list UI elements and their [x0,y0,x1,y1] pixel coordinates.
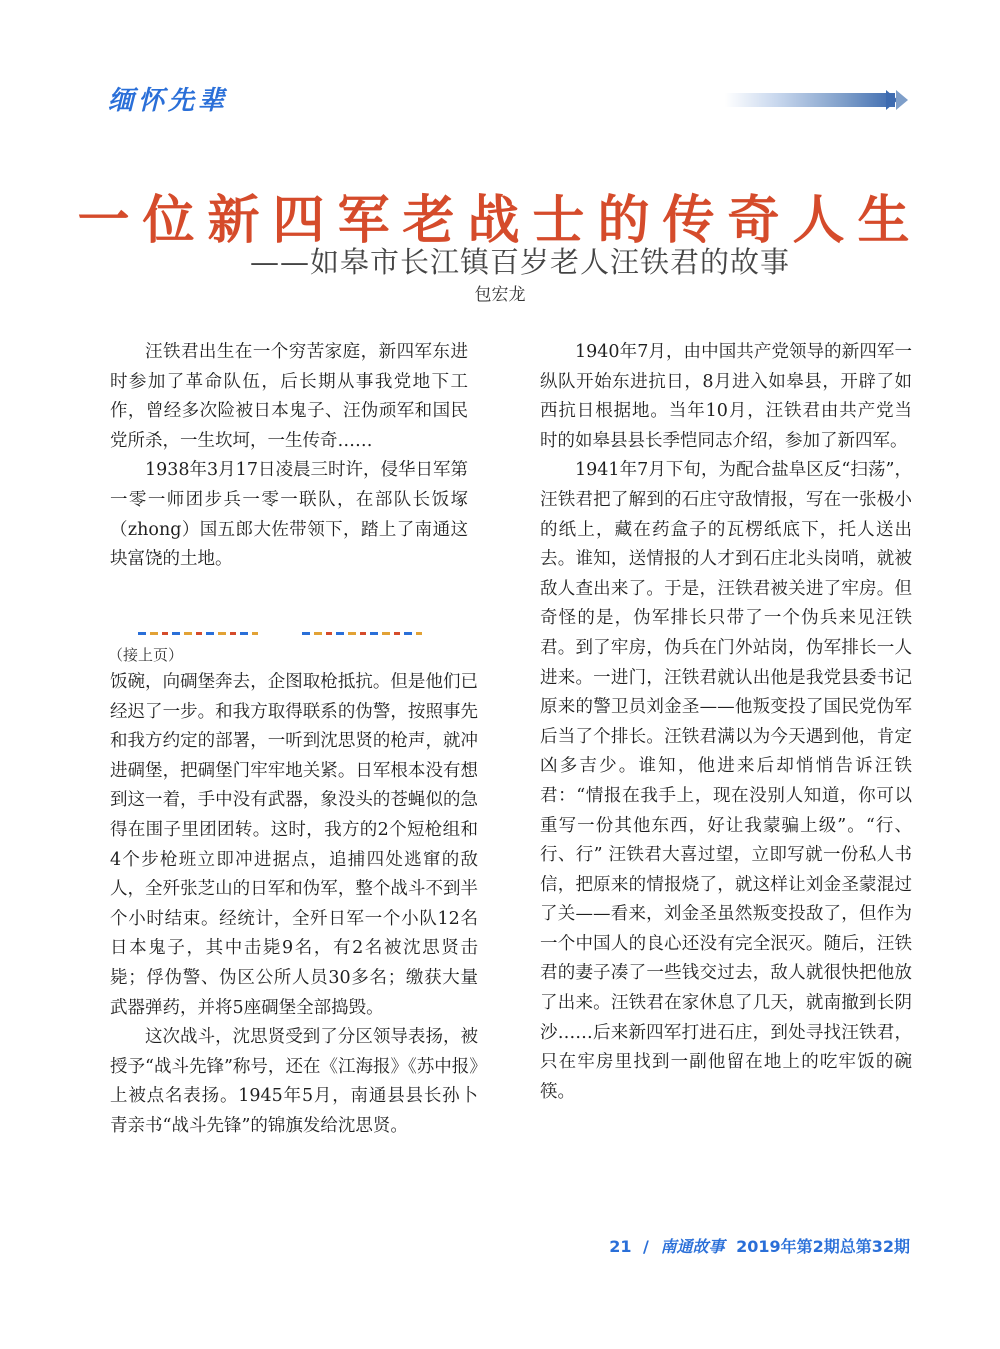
paragraph: 1941年7月下旬，为配合盐阜区反“扫荡”，汪铁君把了解到的石庄守敌情报，写在一张极小的纸上，藏在药盒子的瓦楞纸底下，托人送出去。谁知，送情报的人才到石庄北头岗哨，就被敌人查出来了。于是，汪铁君被关进了牢房。但奇怪的是，伪军排长只带了一个伪兵来见汪铁君。到了牢房，伪兵在门外站岗，伪军排长一人进来。一进门，汪铁君就认出他是我党县委书记原来的警卫员刘金圣——他叛变投了国民党伪军后当了个排长。汪铁君满以为今天遇到他，肯定凶多吉少。谁知，他进来后却悄悄告诉汪铁君：“情报在我手上，现在没别人知道，你可以重写一份其他东西，好让我蒙骗上级”。“行、行、行” 汪铁君大喜过望，立即写就一份私人书信，把原来的情报烧了，就这样让刘金圣蒙混过了关——看来，刘金圣虽然叛变投敌了，但作为一个中国人的良心还没有完全泯灭。随后，汪铁君的妻子凑了一些钱交过去，敌人就很快把他放了出来。汪铁君在家休息了几天，就南撤到长阴沙……后来新四军打进石庄，到处寻找汪铁君，只在牢房里找到一副他留在地上的吃牢饭的碗筷。 [540,460,912,1102]
footer-separator: / [643,1237,649,1256]
page-number: 21 [609,1237,632,1256]
article-subtitle: ——如皋市长江镇百岁老人汪铁君的故事 [250,245,791,279]
left-top-column [110,338,468,575]
issue-info: 2019年第2期总第32期 [736,1237,910,1256]
paragraph: 1938年3月17日凌晨三时许，侵华日军第一零一师团步兵一零一联队，在部队长饭塚（zhong）国五郎大佐带领下，踏上了南通这块富饶的土地。 [110,460,468,570]
article-author: 包宏龙 [474,285,526,305]
page-footer [603,1234,910,1257]
continued-label: （接上页） [108,646,184,664]
paragraph: 1940年7月，由中国共产党领导的新四军一纵队开始东进抗日，8月进入如皋县，开辟了如西抗日根据地。当年10月，汪铁君由共产党当时的如皋县县长季恺同志介绍，参加了新四军。 [540,342,912,451]
section-tag: 缅怀先辈 [108,86,229,116]
divider [138,632,258,635]
paragraph: 这次战斗，沈思贤受到了分区领导表扬，被授予“战斗先锋”称号，还在《江海报》《苏中报》上被点名表扬。1945年5月，南通县县长孙卜青亲书“战斗先锋”的锦旗发给沈思贤。 [110,1027,478,1136]
paragraph: 汪铁君出生在一个穷苦家庭，新四军东进时参加了革命队伍，后长期从事我党地下工作，曾经多次险被日本鬼子、汪伪顽军和国民党所杀，一生坎坷，一生传奇…… [110,342,468,451]
header-decor-bar [725,93,895,107]
article-title: 一位新四军老战士的传奇人生 [77,191,923,251]
chevron-right-icon [896,90,908,110]
magazine-name: 南通故事 [660,1237,725,1256]
paragraph: 饭碗，向碉堡奔去，企图取枪抵抗。但是他们已经迟了一步。和我方取得联系的伪警，按照事先和我方约定的部署，一听到沈思贤的枪声，就冲进碉堡，把碉堡门牢牢地关紧。日军根本没有想到这一着，手中没有武器，象没头的苍蝇似的急得在围子里团团转。这时，我方的2个短枪组和4个步枪班立即冲进据点，追捕四处逃窜的敌人，全歼张芝山的日军和伪军，整个战斗不到半个小时结束。经统计，全歼日军一个小队12名日本鬼子，其中击毙9名，有2名被沈思贤击毙；俘伪警、伪区公所人员30多名；缴获大量武器弹药，并将5座碉堡全部捣毁。 [110,672,478,1018]
divider [302,632,422,635]
right-column [540,338,912,1107]
left-bottom-column [110,668,478,1142]
